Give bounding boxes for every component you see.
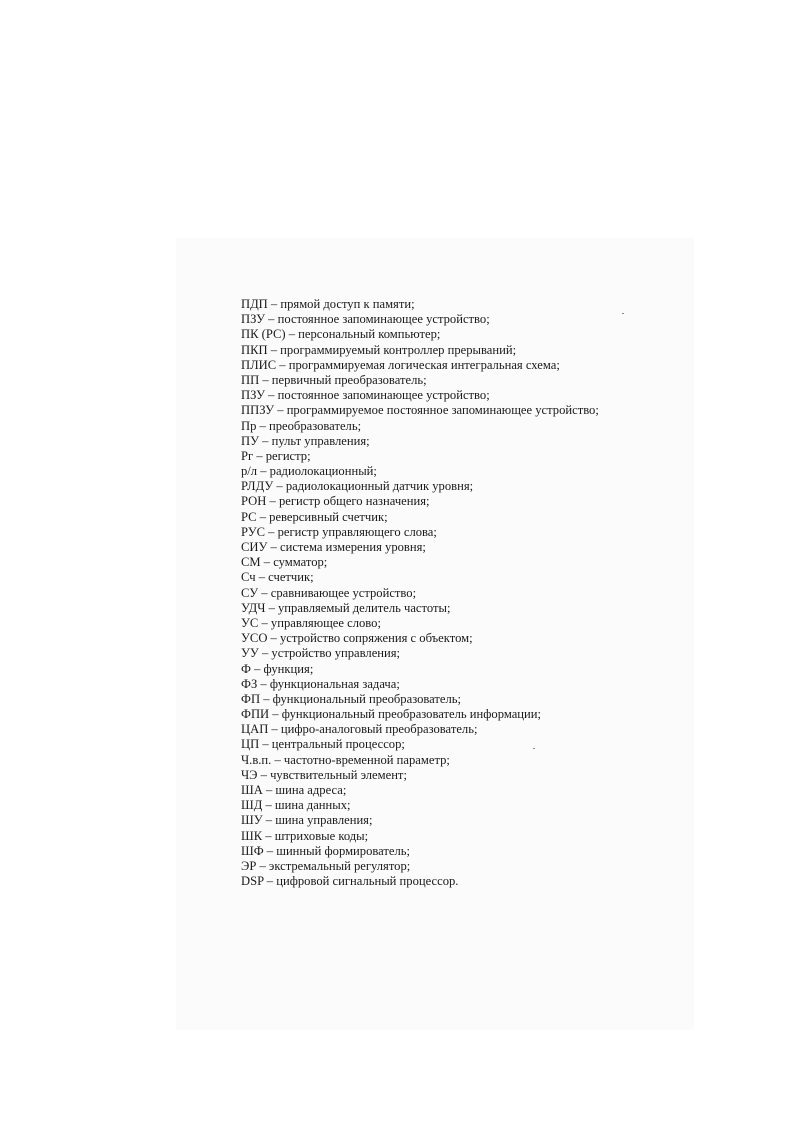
abbreviation-entry: ПКП – программируемый контроллер прерываний;: [241, 342, 517, 357]
abbreviation-list: [241, 297, 661, 889]
abbreviation-entry: ЭР – экстремальный регулятор;: [241, 858, 411, 873]
abbreviation-entry: СИУ – система измерения уровня;: [241, 540, 426, 554]
abbreviation-entry: РОН – регистр общего назначения;: [241, 494, 430, 509]
abbreviation-entry: СУ – сравнивающее устройство;: [241, 585, 417, 600]
abbreviation-entry: ПП – первичный преобразователь;: [241, 372, 427, 387]
abbreviation-entry: Ф – функция;: [241, 661, 314, 676]
abbreviation-entry: СМ – сумматор;: [241, 555, 328, 570]
abbreviation-entry: ЦП – центральный процессор;: [241, 737, 405, 752]
abbreviation-entry: ЦАП – цифро-аналоговый преобразователь;: [241, 722, 478, 737]
abbreviation-entry: ФП – функциональный преобразователь;: [241, 691, 462, 706]
abbreviation-entry: УСО – устройство сопряжения с объектом;: [241, 631, 473, 646]
abbreviation-entry: ФПИ – функциональный преобразователь информации;: [241, 707, 542, 722]
abbreviation-entry: ША – шина адреса;: [241, 783, 347, 797]
abbreviation-entry: ШУ – шина управления;: [241, 813, 373, 828]
abbreviation-entry: ПЗУ – постоянное запоминающее устройство;: [241, 388, 490, 403]
abbreviation-entry: Ч.в.п. – частотно-временной параметр;: [241, 752, 450, 767]
abbreviation-entry: ФЗ – функциональная задача;: [241, 676, 400, 691]
abbreviation-entry: РЛДУ – радиолокационный датчик уровня;: [241, 479, 474, 494]
abbreviation-entry: ПУ – пульт управления;: [241, 433, 370, 448]
abbreviation-entry: ПЛИС – программируемая логическая интегральная схема;: [241, 357, 560, 372]
abbreviation-entry: Пр – преобразователь;: [241, 418, 362, 433]
abbreviation-entry: УУ – устройство управления;: [241, 646, 401, 661]
abbreviation-entry: ППЗУ – программируемое постоянное запоминающее устройство;: [241, 403, 599, 418]
abbreviation-entry: УС – управляющее слово;: [241, 615, 381, 630]
abbreviation-entry: ШК – штриховые коды;: [241, 828, 369, 843]
abbreviation-entry: ЧЭ – чувствительный элемент;: [241, 767, 407, 782]
abbreviation-entry: DSP – цифровой сигнальный процессор.: [241, 874, 459, 889]
abbreviation-entry: ПК (РС) – персональный компьютер;: [241, 327, 441, 342]
abbreviation-entry: ПЗУ – постоянное запоминающее устройство;: [241, 312, 490, 327]
abbreviation-entry: ШФ – шинный формирователь;: [241, 843, 411, 858]
abbreviation-entry: РС – реверсивный счетчик;: [241, 509, 388, 524]
abbreviation-entry: р/л – радиолокационный;: [241, 464, 377, 479]
abbreviation-entry: УДЧ – управляемый делитель частоты;: [241, 600, 451, 615]
abbreviation-entry: ПДП – прямой доступ к памяти;: [241, 297, 415, 311]
abbreviation-entry: РУС – регистр управляющего слова;: [241, 524, 437, 539]
abbreviation-entry: Сч – счетчик;: [241, 570, 314, 585]
abbreviation-entry: ШД – шина данных;: [241, 798, 351, 813]
abbreviation-entry: Рг – регистр;: [241, 448, 311, 463]
